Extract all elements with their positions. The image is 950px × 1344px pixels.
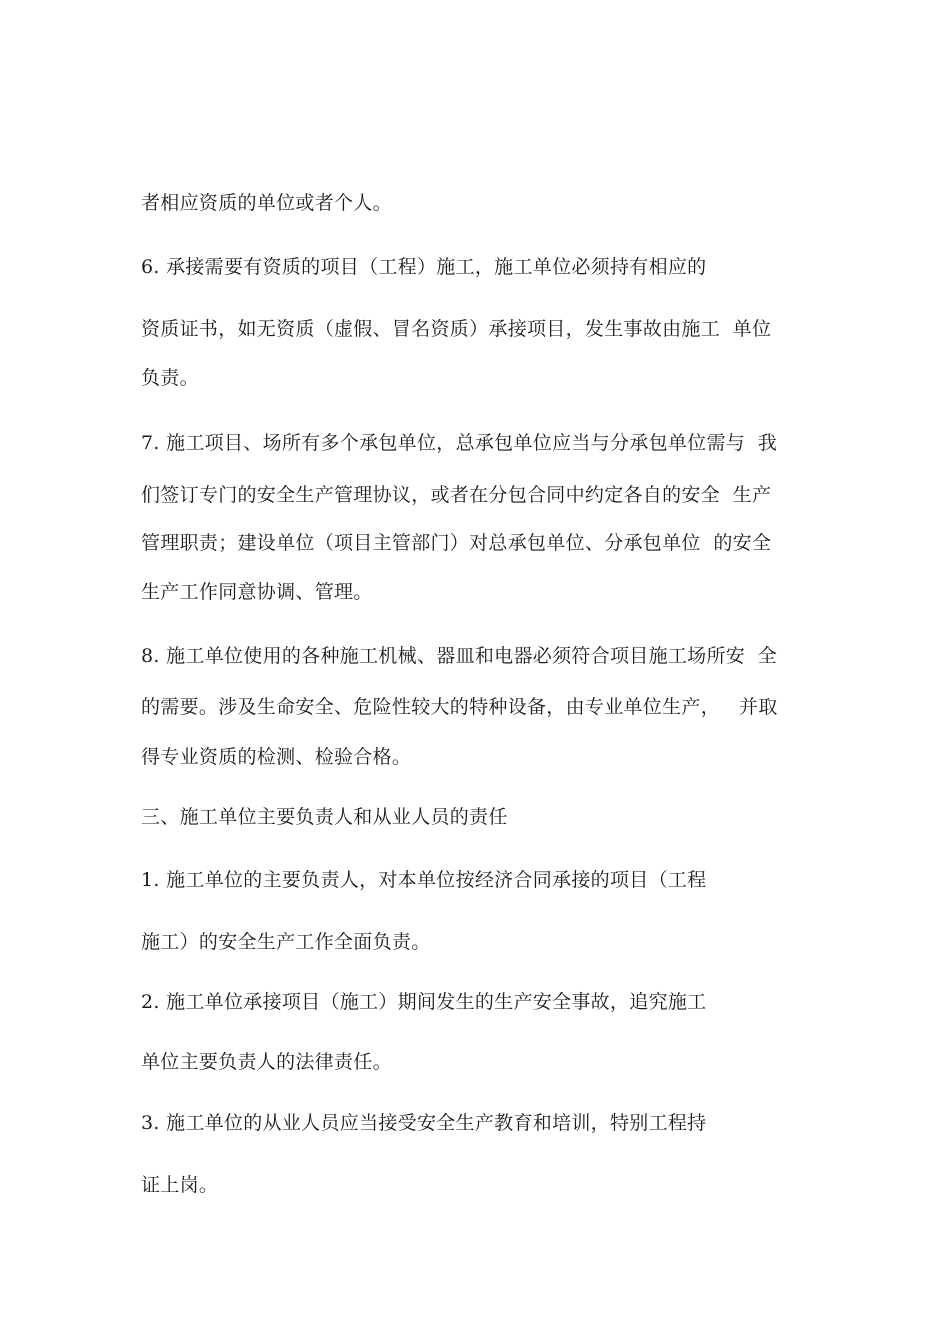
clause-6-line-2: 资质证书，如无资质（虚假、冒名资质）承接项目，发生事故由施工 单位: [141, 318, 772, 340]
clause-7-line-2: 们签订专门的安全生产管理协议，或者在分包合同中约定各自的安全 生产: [141, 484, 772, 506]
clause-8-line-1: 8. 施工单位使用的各种施工机械、器皿和电器必须符合项目施工场所安 全: [141, 645, 778, 667]
item-2-line-2: 单位主要负责人的法律责任。: [141, 1051, 392, 1073]
clause-7-line-4: 生产工作同意协调、管理。: [141, 581, 373, 603]
item-1-line-2: 施工）的安全生产工作全面负责。: [141, 931, 431, 953]
clause-6-line-1: 6. 承接需要有资质的项目（工程）施工，施工单位必须持有相应的: [141, 256, 707, 278]
item-3-line-2: 证上岗。: [141, 1174, 219, 1196]
clause-8-line-2: 的需要。涉及生命安全、危险性较大的特种设备，由专业单位生产， 并取: [141, 696, 778, 718]
text-line: 者相应资质的单位或者个人。: [141, 192, 392, 214]
clause-8-line-3: 得专业资质的检测、检验合格。: [141, 746, 412, 768]
item-2-line-1: 2. 施工单位承接项目（施工）期间发生的生产安全事故，追究施工: [141, 991, 707, 1013]
clause-6-line-3: 负责。: [141, 367, 199, 389]
item-1-line-1: 1. 施工单位的主要负责人，对本单位按经济合同承接的项目（工程: [141, 869, 707, 891]
clause-7-line-3: 管理职责；建设单位（项目主管部门）对总承包单位、分承包单位 的安全: [141, 532, 772, 554]
section-heading: 三、施工单位主要负责人和从业人员的责任: [141, 806, 508, 828]
clause-7-line-1: 7. 施工项目、场所有多个承包单位，总承包单位应当与分承包单位需与 我: [141, 432, 778, 454]
item-3-line-1: 3. 施工单位的从业人员应当接受安全生产教育和培训，特别工程持: [141, 1112, 707, 1134]
